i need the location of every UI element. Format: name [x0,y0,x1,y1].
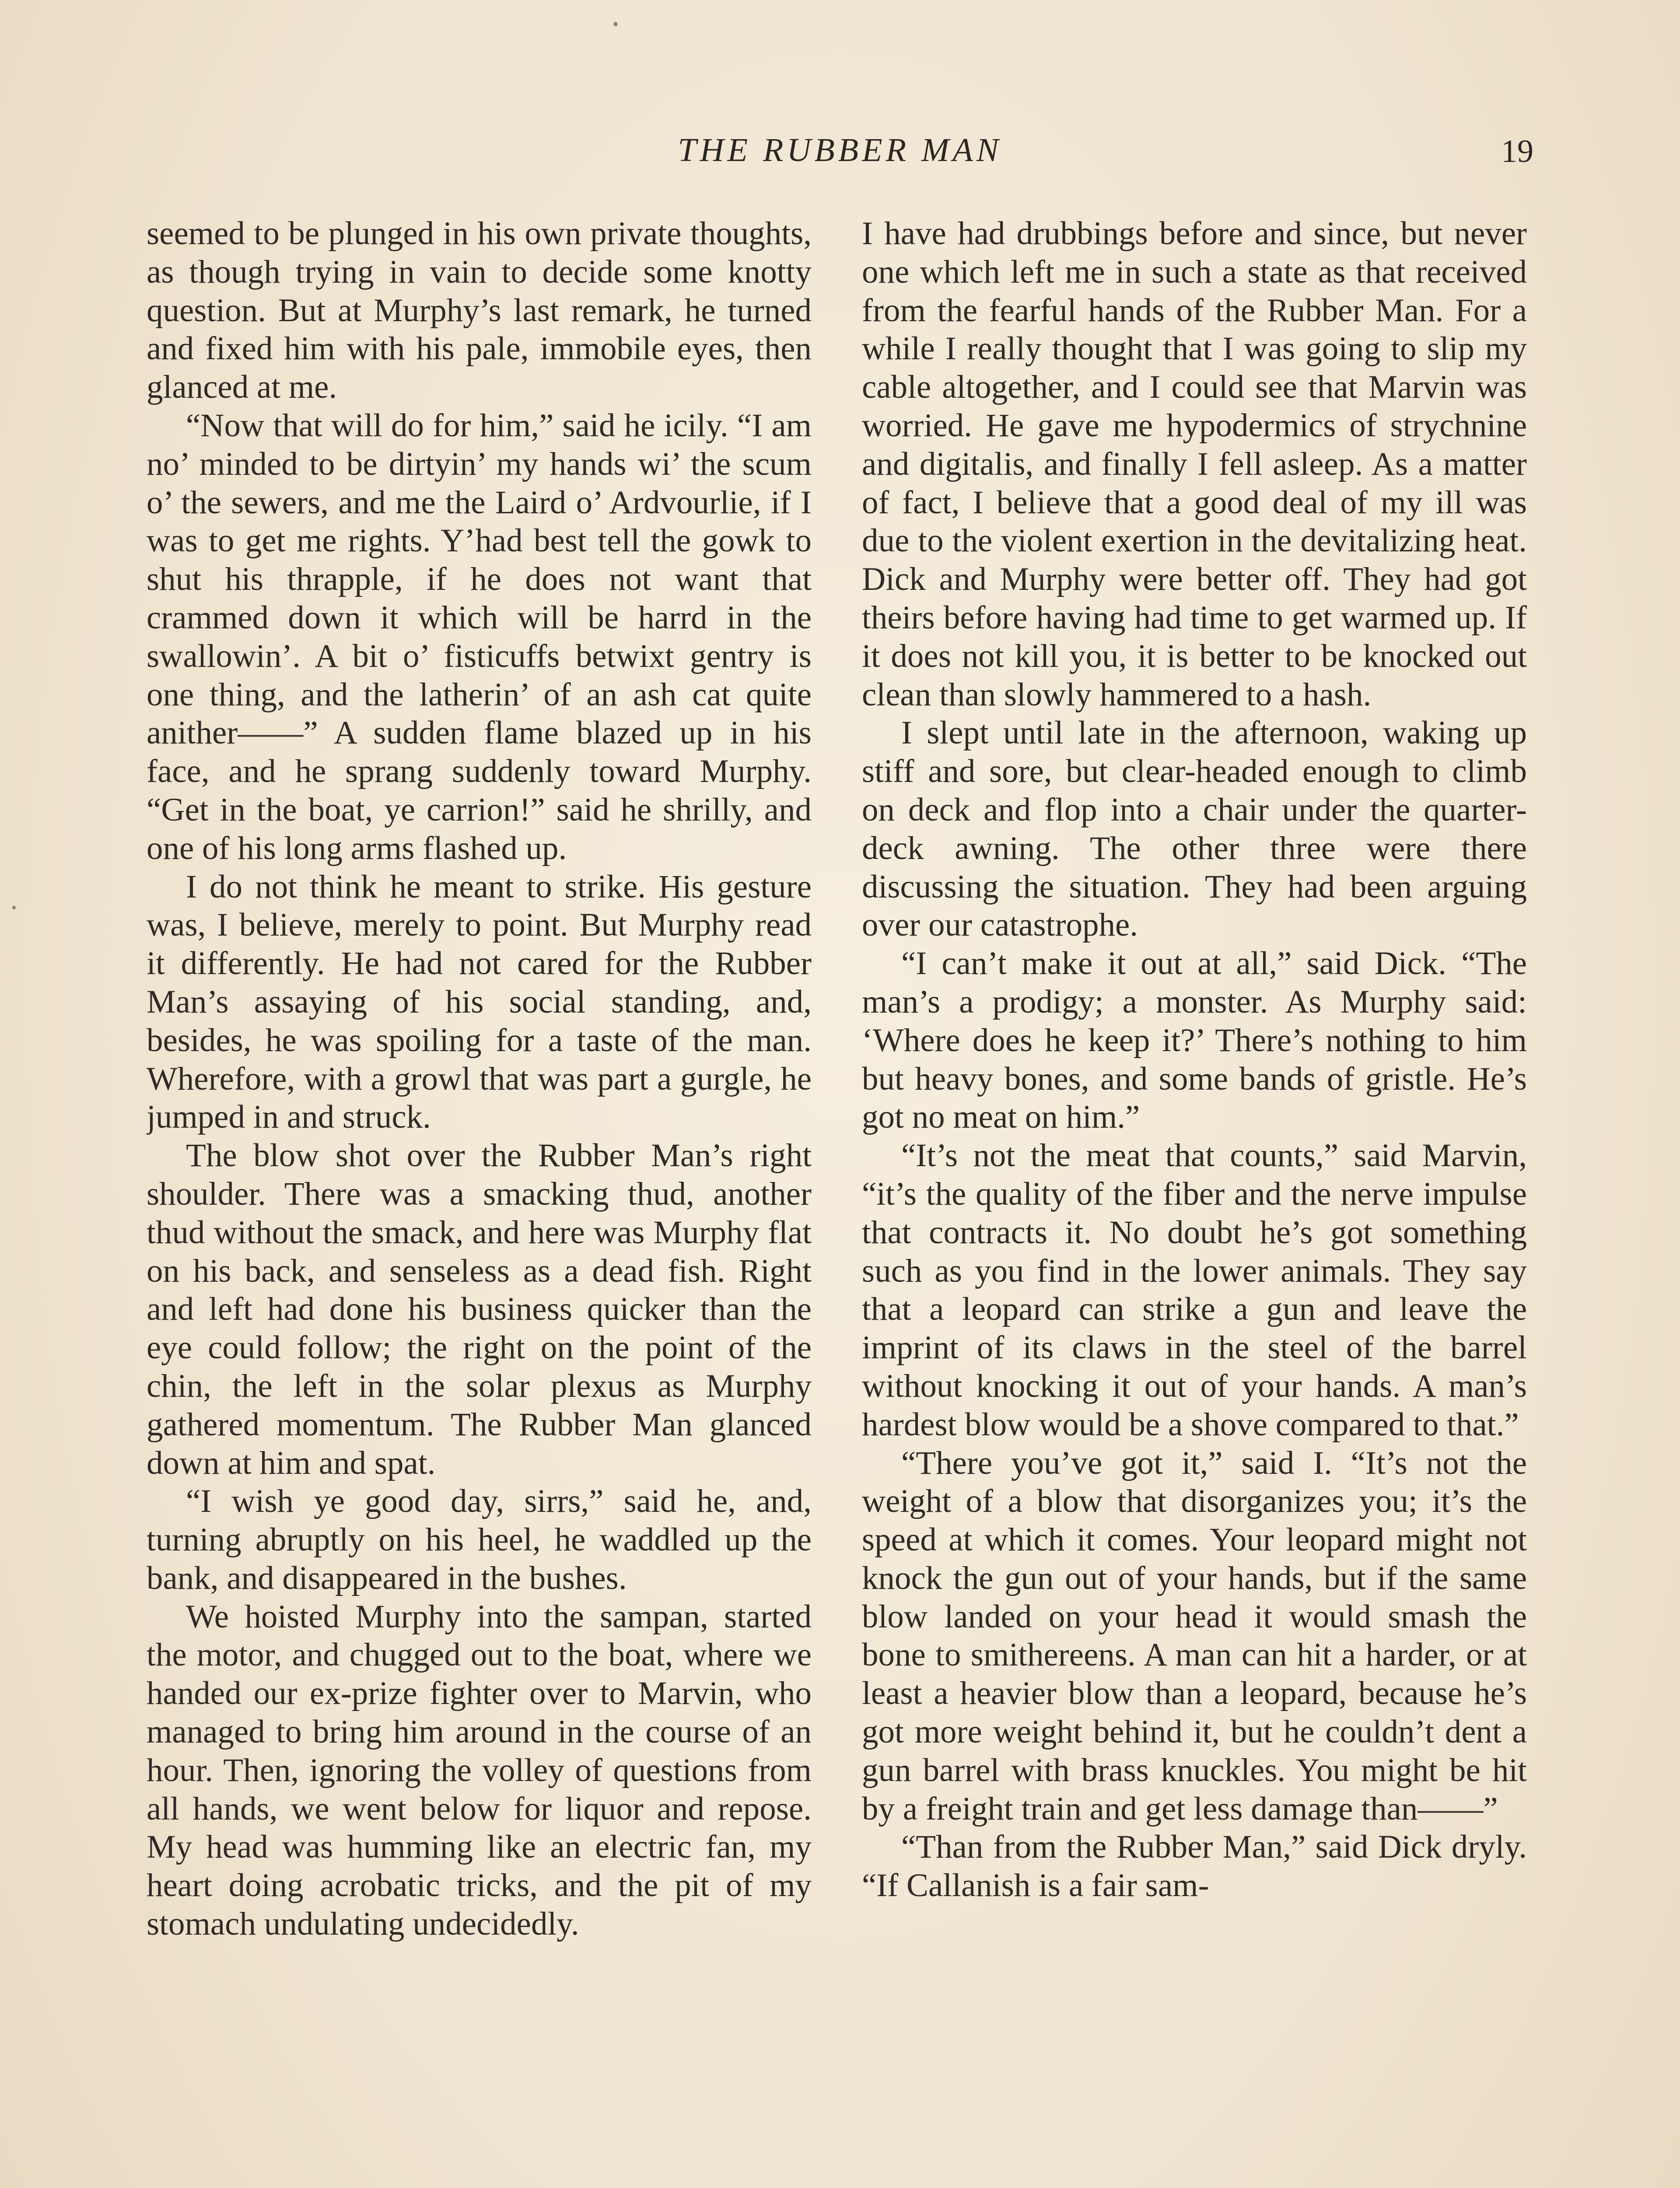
paragraph: “Now that will do for him,” said he icily. “I am no’ minded to be dirtyin’ my hands wi’ the scum o’ the sewers, and me the Laird o’ Ardvourlie, if I was to get me rights. Y’had best tell the gowk to shut his thrapple, if he does not want that crammed down it which will be harrd in the swallowin’. A bit o’ fisticuffs betwixt gentry is one thing, and the latherin’ of an ash cat quite anither——” A sudden flame blazed up in his face, and he sprang suddenly toward Murphy. “Get in the boat, ye carrion!” said he shrilly, and one of his long arms flashed up. [147,407,812,866]
paragraph: We hoisted Murphy into the sampan, started the motor, and chugged out to the boat, where we handed our ex-prize fighter over to Marvin, who managed to bring him around in the course of an hour. Then, ignoring the volley of questions from all hands, we went below for liquor and repose. My head was humming like an electric fan, my heart doing acrobatic tricks, and the pit of my stomach undulating undecidedly. [147,1598,812,1943]
right-text-column [862,214,1527,2188]
paragraph: I slept until late in the afternoon, waking up stiff and sore, but clear-headed enough to climb on deck and flop into a chair under the quarter-deck awning. The other three were there discussing the situation. They had been arguing over our catastrophe. [862,715,1527,943]
paragraph: “Than from the Rubber Man,” said Dick dryly. “If Callanish is a fair sam- [862,1829,1527,1904]
paragraph: “There you’ve got it,” said I. “It’s not the weight of a blow that disorganizes you; it’s the speed at which it comes. Your leopard might not knock the gun out of your hands, but if the same blow landed on your head it would smash the bone to smithereens. A man can hit a harder, or at least a heavier blow than a leopard, because he’s got more weight behind it, but he couldn’t dent a gun barrel with brass knuckles. You might be hit by a freight train and get less damage than——” [862,1445,1527,1827]
running-title: THE RUBBER MAN [678,132,1002,168]
paragraph: I do not think he meant to strike. His gesture was, I believe, merely to point. But Murphy read it differently. He had not cared for the Rubber Man’s assaying of his social standing, and, besides, he was spoiling for a taste of the man. Wherefore, with a growl that was part a gurgle, he jumped in and struck. [147,868,812,1136]
paragraph: The blow shot over the Rubber Man’s right shoulder. There was a smacking thud, another thud without the smack, and here was Murphy flat on his back, and senseless as a dead fish. Right and left had done his business quicker than the eye could follow; the right on the point of the chin, the left in the solar plexus as Murphy gathered momentum. The Rubber Man glanced down at him and spat. [147,1137,812,1481]
paper-speck [613,22,618,26]
paragraph: I have had drubbings before and since, but never one which left me in such a state as that received from the fearful hands of the Rubber Man. For a while I really thought that I was going to slip my cable altogether, and I could see that Marvin was worried. He gave me hypodermics of strychnine and digitalis, and finally I fell asleep. As a matter of fact, I believe that a good deal of my ill was due to the violent exertion in the devitalizing heat. Dick and Murphy were better off. They had got theirs before having had time to get warmed up. If it does not kill you, it is better to be knocked out clean than slowly hammered to a hash. [862,215,1527,713]
page-number: 19 [1501,133,1533,169]
left-text-column [147,214,812,2188]
paragraph: “I wish ye good day, sirrs,” said he, and, turning abruptly on his heel, he waddled up the bank, and disappeared in the bushes. [147,1483,812,1596]
paragraph: seemed to be plunged in his own private thoughts, as though trying in vain to decide some knotty question. But at Murphy’s last remark, he turned and fixed him with his pale, immobile eyes, then glanced at me. [147,215,812,406]
paragraph: “It’s not the meat that counts,” said Marvin, “it’s the quality of the fiber and the nerve impulse that contracts it. No doubt he’s got something such as you find in the lower animals. They say that a leopard can strike a gun and leave the imprint of its claws in the steel of the barrel without knocking it out of your hands. A man’s hardest blow would be a shove compared to that.” [862,1137,1527,1443]
paper-speck [12,906,16,909]
running-head [0,131,1680,184]
paragraph: “I can’t make it out at all,” said Dick. “The man’s a prodigy; a monster. As Murphy said: ‘Where does he keep it?’ There’s nothing to him but heavy bones, and some bands of gristle. He’s got no meat on him.” [862,945,1527,1136]
